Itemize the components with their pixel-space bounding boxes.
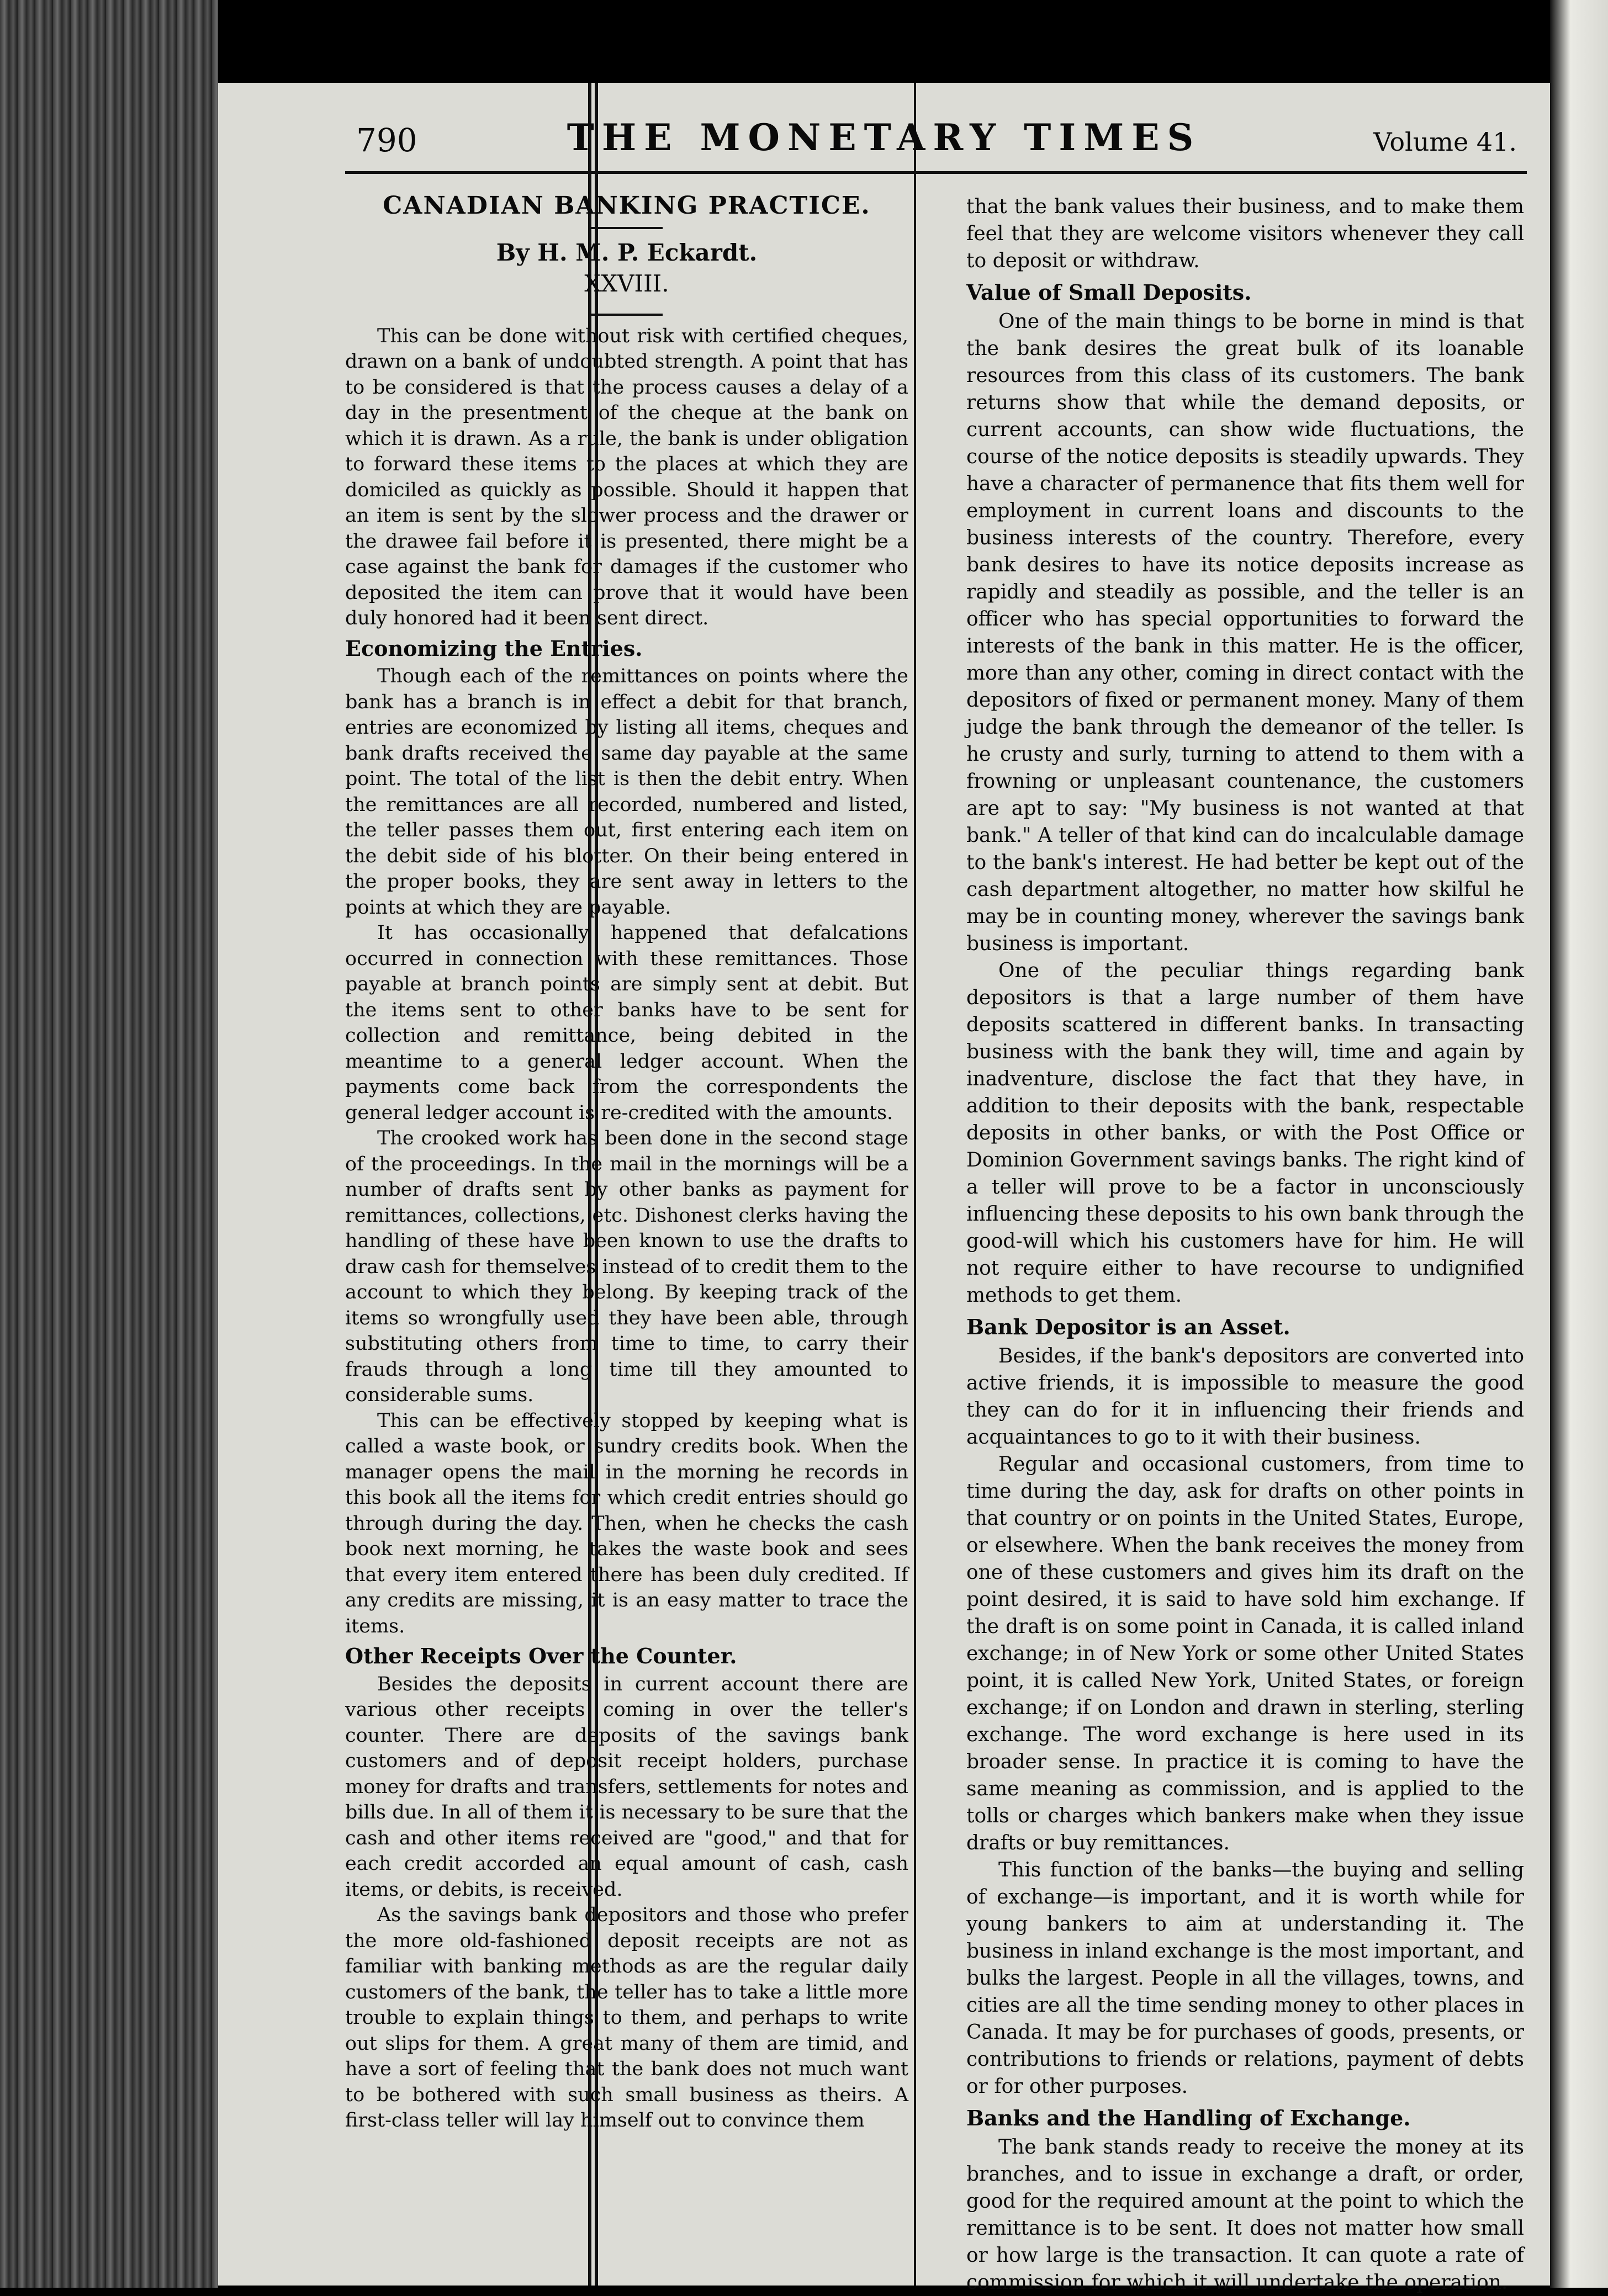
newspaper-page (218, 83, 1550, 2294)
subheading: Other Receipts Over the Counter. (345, 1643, 737, 1668)
subheading: Banks and the Handling of Exchange. (966, 2106, 1411, 2130)
paragraph: that the bank values their business, and to make them feel that they are welcome visitors whenever they call to deposit or withdraw. (966, 195, 1524, 272)
masthead: THE MONETARY TIMES (567, 116, 1202, 159)
adjacent-page-edge (1550, 0, 1608, 2288)
paragraph: As the savings bank depositors and those who prefer the more old-fashioned deposit receipts are not as familiar with banking methods as are the regular daily customers of the bank, the teller has to take a little more trouble to explain things to them, and perhaps to write out slips for them. A great many of them are timid, and have a sort of feeling that the bank does not much want to be bothered with such small business as theirs. A first-class teller will lay himself out to convince them (345, 1904, 908, 2131)
paragraph: The bank stands ready to receive the money at its branches, and to issue in exchange a draft, or order, good for the required amount at the point to which the remittance is to be sent. It does not matter how small or how large is the transaction. It can quote a rate of commission for which it will undertake the operation. (966, 2136, 1524, 2294)
paragraph: Though each of the remittances on points where the bank has a branch is in effect a debit for that branch, entries are economized by listing all items, cheques and bank drafts received the same day payable at the same point. The total of the list is then the debit entry. When the remittances are all recorded, numbered and listed, the teller passes them out, first entering each item on the debit side of his blotter. On their being entered in the proper books, they are sent away in letters to the points at which they are payable. (345, 665, 908, 919)
paragraph: The crooked work has been done in the second stage of the proceedings. In the mail in the mornings will be a number of drafts sent by other banks as payment for remittances, collections, etc. Dishonest clerks having the handling of these have been known to use the drafts to draw cash for themselves instead of to credit them to the account to which they belong. By keeping track of the items so wrongfully used they have been able, through substituting others from time to time, to carry their frauds through a long time till they amounted to considerable sums. (345, 1127, 908, 1406)
page-number: 790 (356, 121, 417, 159)
article-title: CANADIAN BANKING PRACTICE. (383, 192, 871, 220)
paragraph: This function of the banks—the buying and selling of exchange—is important, and it is worth while for young bankers to aim at understanding it. The business in inland exchange is the most important, and bulks the largest. People in all the villages, towns, and cities are all the time sending money to other places in Canada. It may be for purchases of goods, presents, or contributions to friends or relations, payment of debts or for other purposes. (966, 1859, 1524, 2098)
page-header (218, 116, 1550, 188)
subheading: Value of Small Deposits. (966, 280, 1252, 305)
paragraph: Besides the deposits in current account there are various other receipts coming in over the teller's counter. There are deposits of the savings bank customers and of deposit receipt holders, purchase money for drafts and transfers, settlements for notes and bills due. In all of them it is necessary to be sure that the cash and other items received are "good," and that for each credit accorded an equal amount of cash, cash items, or debits, is received. (345, 1673, 908, 1901)
column-rule (914, 83, 916, 2286)
subheading: Economizing the Entries. (345, 635, 643, 661)
paragraph: Regular and occasional customers, from time to time during the day, ask for drafts on other points in that country or on points in the United States, Europe, or elsewhere. When the bank receives the money from one of these customers and gives him its draft on the point desired, it is said to have sold him exchange. If the draft is on some point in Canada, it is called inland exchange; in of New York or some other United States point, it is called New York, United States, or foreign exchange; if on London and drawn in sterling, sterling exchange. The word exchange is here used in its broader sense. In practice it is coming to have the same meaning as commission, and is applied to the tolls or charges which bankers make when they issue drafts or buy remittances. (966, 1453, 1524, 1854)
paragraph: One of the peculiar things regarding bank depositors is that a large number of them have deposits scattered in different banks. In transacting business with the bank they will, time and again by inadventure, disclose the fact that they have, in addition to their deposits with the bank, respectable deposits in other banks, or with the Post Office or Dominion Government savings banks. The right kind of a teller will prove to be a factor in unconsciously influencing these deposits to his own bank through the good-will which his customers have for him. He will not require either to have recourse to undignified methods to get them. (966, 959, 1524, 1307)
volume-label: Volume 41. (1373, 127, 1517, 157)
paragraph: This can be effectively stopped by keeping what is called a waste book, or sundry credits book. When the manager opens the mail in the morning he records in this book all the items for which credit entries should go through during the day. Then, when he checks the cash book next morning, he takes the waste book and sees that every item entered there has been duly credited. If any credits are missing, it is an easy matter to trace the items. (345, 1409, 908, 1637)
paragraph: Besides, if the bank's depositors are converted into active friends, it is impossible to measure the good they can do for it in influencing their friends and acquaintances to go to it with their business. (966, 1345, 1524, 1449)
right-column (966, 193, 1524, 2296)
title-rule (591, 227, 663, 229)
chapter-rule (591, 314, 663, 316)
chapter-number: XXVIII. (584, 270, 669, 297)
article-byline: By H. M. P. Eckardt. (496, 238, 758, 266)
left-column (345, 188, 908, 2134)
paragraph: One of the main things to be borne in mind is that the bank desires the great bulk of its loanable resources from this class of its customers. The bank returns show that while the demand deposits, or current accounts, can show wide fluctuations, the course of the notice deposits is steadily upwards. They have a character of permanence that fits them well for employment in current loans and discounts to the business interests of the country. Therefore, every bank desires to have its notice deposits increase as rapidly and steadily as possible, and the teller is an officer who has special opportunities to forward the interests of the bank in this matter. He is the officer, more than any other, coming in direct contact with the depositors of fixed or permanent money. Many of them judge the bank through the demeanor of the teller. Is he crusty and surly, turning to attend to them with a frowning or unpleasant countenance, the customers are apt to say: "My business is not wanted at that bank." A teller of that kind can do incalculable damage to the bank's interest. He had better be kept out of the cash department altogether, no matter how skilful he may be in counting money, wherever the savings bank business is important. (966, 310, 1524, 955)
subheading: Bank Depositor is an Asset. (966, 1314, 1290, 1339)
book-binding-edge (0, 0, 218, 2288)
paragraph: It has occasionally happened that defalcations occurred in connection with these remittances. Those payable at branch points are simply sent at debit. But the items sent to other banks have to be sent for collection and remittance, being debited in the meantime to a general ledger account. When the payments come back from the correspondents the general ledger account is re-credited with the amounts. (345, 922, 908, 1124)
header-rule (345, 171, 1527, 174)
paragraph: This can be done without risk with certified cheques, drawn on a bank of undoubted strength. A point that has to be considered is that the process causes a delay of a day in the presentment of the cheque at the bank on which it is drawn. As a rule, the bank is under obligation to forward these items to the places at which they are domiciled as quickly as possible. Should it happen that an item is sent by the slower process and the drawer or the drawee fail before it is presented, there might be a case against the bank for damages if the customer who deposited the item can prove that it would have been duly honored had it been sent direct. (345, 325, 908, 629)
